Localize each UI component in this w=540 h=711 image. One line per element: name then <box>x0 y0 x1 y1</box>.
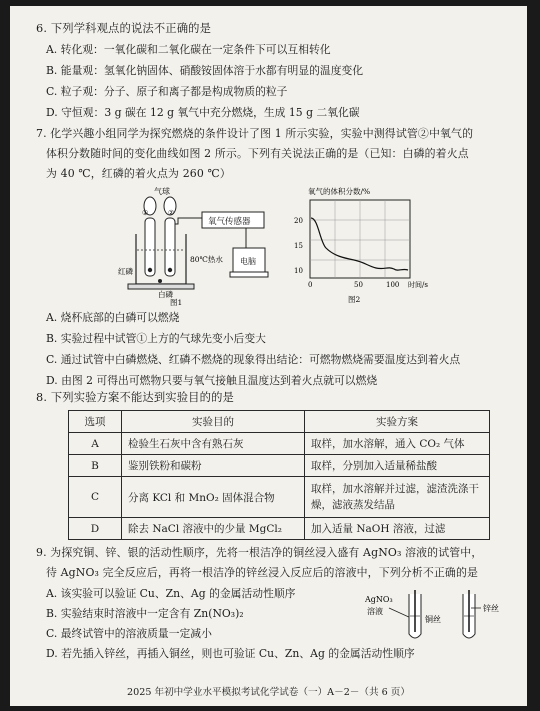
question-9-stem-line1: 9. 为探究铜、锌、银的活动性顺序，先将一根洁净的铜丝浸入盛有 AgNO₃ 溶液的试管中， <box>36 546 483 559</box>
chart-xtick-50: 50 <box>354 281 363 289</box>
row-c-plan: 取样，加水溶解并过滤，滤渣洗涤干燥，滤液蒸发结晶 <box>305 477 490 518</box>
red-phosphorus-label: 红磷 <box>118 267 133 276</box>
solution-label: 溶液 <box>367 607 383 616</box>
table-row <box>69 518 490 540</box>
table-row <box>69 477 490 518</box>
row-b-option: B <box>69 455 122 477</box>
chart-x-label: 时间/s <box>408 281 428 289</box>
question-8-stem: 8. 下列实验方案不能达到实验目的的是 <box>36 391 234 404</box>
chart-y-label: 氧气的体积分数/% <box>308 187 371 196</box>
row-b-purpose: 鉴别铁粉和碳粉 <box>122 455 305 477</box>
question-7-option-a: A. 烧杯底部的白磷可以燃烧 <box>46 311 180 324</box>
question-9-option-b: B. 实验结束时溶液中一定含有 Zn(NO₃)₂ <box>46 607 244 620</box>
copper-wire-label: 铜丝 <box>425 615 441 624</box>
row-b-plan: 取样，分别加入适量稀盐酸 <box>305 455 490 477</box>
question-6-option-c: C. 粒子观：分子、原子和离子都是构成物质的粒子 <box>46 85 288 98</box>
chart-xtick-100: 100 <box>386 281 400 289</box>
figure-1-apparatus <box>118 184 288 306</box>
agno3-label: AgNO₃ <box>365 595 393 604</box>
exam-page <box>10 6 527 706</box>
row-c-purpose: 分离 KCl 和 MnO₂ 固体混合物 <box>122 477 305 518</box>
question-9-option-d: D. 若先插入锌丝，再插入铜丝，则也可验证 Cu、Zn、Ag 的金属活动性顺序 <box>46 647 415 660</box>
oxygen-sensor-label: 氧气传感器 <box>208 217 251 227</box>
question-7-stem-line3: 为 40 ℃，红磷的着火点为 260 ℃） <box>46 167 231 180</box>
figure-2-chart <box>288 184 438 306</box>
question-9-option-c: C. 最终试管中的溶液质量一定减小 <box>46 627 212 640</box>
test-tube-2-icon <box>165 218 175 276</box>
question-9-stem-line2: 待 AgNO₃ 完全反应后，再将一根洁净的锌丝浸入反应后的溶液中，下列分析不正确的是 <box>46 566 479 579</box>
question-7-stem-line2: 体积分数随时间的变化曲线如图 2 所示。下列有关说法正确的是（已知：白磷的着火点 <box>46 147 469 160</box>
figure-2-caption: 图2 <box>348 295 361 304</box>
row-d-plan: 加入适量 NaOH 溶液，过滤 <box>305 518 490 540</box>
question-6-option-b: B. 能量观：氢氧化钠固体、硝酸铵固体溶于水都有明显的温度变化 <box>46 64 364 77</box>
question-9-figure <box>365 588 515 646</box>
question-6-option-a: A. 转化观：一氧化碳和二氧化碳在一定条件下可以互相转化 <box>46 43 331 56</box>
row-c-option: C <box>69 477 122 518</box>
computer-label: 电脑 <box>240 257 256 266</box>
question-7-option-b: B. 实验过程中试管①上方的气球先变小后变大 <box>46 332 266 345</box>
chart-ytick-10: 10 <box>294 267 303 275</box>
table-header-purpose: 实验目的 <box>122 411 305 433</box>
row-a-purpose: 检验生石灰中含有熟石灰 <box>122 433 305 455</box>
question-7-option-c: C. 通过试管中白磷燃烧、红磷不燃烧的现象得出结论：可燃物燃烧需要温度达到着火点 <box>46 353 461 366</box>
table-row <box>69 433 490 455</box>
balloon-label: 气球 <box>154 187 170 196</box>
row-a-option: A <box>69 433 122 455</box>
page-footer: 2025 年初中学业水平模拟考试化学试卷（一）A－2－（共 6 页） <box>127 687 410 698</box>
tube-2-label: ② <box>168 209 175 217</box>
tube-1-label: ① <box>142 209 149 217</box>
row-d-purpose: 除去 NaCl 溶液中的少量 MgCl₂ <box>122 518 305 540</box>
table-header-plan: 实验方案 <box>305 411 490 433</box>
chart-ytick-20: 20 <box>294 217 303 225</box>
test-tube-1-icon <box>145 218 155 276</box>
beaker-icon <box>136 234 186 284</box>
figure-1-caption: 图1 <box>170 298 183 306</box>
chart-grid <box>310 200 410 278</box>
chart-xtick-0: 0 <box>308 281 313 289</box>
oxygen-curve <box>311 218 408 270</box>
zinc-wire-label: 锌丝 <box>483 604 499 613</box>
question-6-stem: 6. 下列学科观点的说法不正确的是 <box>36 22 212 35</box>
row-a-plan: 取样，加水溶解，通入 CO₂ 气体 <box>305 433 490 455</box>
question-6-option-d: D. 守恒观：3 g 碳在 12 g 氧气中充分燃烧，生成 15 g 二氧化碳 <box>46 106 360 119</box>
question-9-option-a: A. 该实验可以验证 Cu、Zn、Ag 的金属活动性顺序 <box>46 587 296 600</box>
question-8-table <box>68 410 490 540</box>
row-d-option: D <box>69 518 122 540</box>
table-header-option: 选项 <box>69 411 122 433</box>
table-row <box>69 455 490 477</box>
chart-ytick-15: 15 <box>294 242 303 250</box>
hot-water-label: 80℃热水 <box>190 255 223 264</box>
question-7-stem-line1: 7. 化学兴趣小组同学为探究燃烧的条件设计了图 1 所示实验，实验中测得试管②中氧气的 <box>36 127 474 140</box>
white-phosphorus-label: 白磷 <box>158 290 173 299</box>
question-7-option-d: D. 由图 2 可得出可燃物只要与氧气接触且温度达到着火点就可以燃烧 <box>46 374 378 387</box>
